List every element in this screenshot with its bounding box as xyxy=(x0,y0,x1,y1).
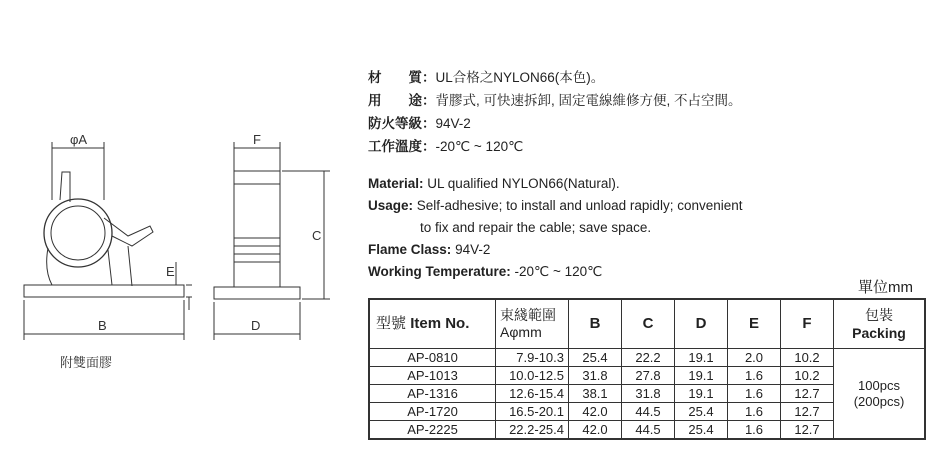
cell-d: 25.4 xyxy=(675,421,728,440)
cell-f: 10.2 xyxy=(781,367,834,385)
product-table xyxy=(368,298,926,440)
cell-item: AP-1720 xyxy=(369,403,496,421)
front-ring-inner xyxy=(51,206,105,260)
header-d: D xyxy=(675,299,728,349)
spec-zh-temp: 工作溫度：-20℃ ~ 120℃ xyxy=(368,139,524,154)
table-header-row xyxy=(369,299,925,349)
header-c: C xyxy=(622,299,675,349)
cell-e: 1.6 xyxy=(728,367,781,385)
cell-f: 12.7 xyxy=(781,385,834,403)
header-e: E xyxy=(728,299,781,349)
cell-c: 44.5 xyxy=(622,403,675,421)
cell-b: 31.8 xyxy=(569,367,622,385)
cell-d: 19.1 xyxy=(675,349,728,367)
cell-f: 12.7 xyxy=(781,403,834,421)
label-b: B xyxy=(98,318,107,333)
cell-c: 44.5 xyxy=(622,421,675,440)
cell-range: 16.5-20.1 xyxy=(496,403,569,421)
side-body xyxy=(234,171,280,287)
label-e: E xyxy=(166,264,175,279)
cell-range: 12.6-15.4 xyxy=(496,385,569,403)
spec-en-temp: Working Temperature: -20℃ ~ 120℃ xyxy=(368,264,603,279)
spec-zh-flame: 防火等級：94V-2 xyxy=(368,116,471,131)
cell-item: AP-0810 xyxy=(369,349,496,367)
spec-zh-usage: 用 途：背膠式, 可快速拆卸, 固定電線維修方便, 不占空間。 xyxy=(368,93,742,108)
side-base-plate xyxy=(214,287,300,299)
spec-en-usage: Usage: Self-adhesive; to install and unload rapidly; convenient xyxy=(368,198,743,213)
cell-b: 42.0 xyxy=(569,421,622,440)
cell-range: 10.0-12.5 xyxy=(496,367,569,385)
cell-d: 19.1 xyxy=(675,385,728,403)
spec-en-usage-cont: to fix and repair the cable; save space. xyxy=(420,220,652,235)
header-item-no: 型號 Item No. xyxy=(369,299,496,349)
cell-e: 1.6 xyxy=(728,403,781,421)
cell-d: 19.1 xyxy=(675,367,728,385)
front-base-plate xyxy=(24,285,184,297)
label-f: F xyxy=(253,132,261,147)
drawing-caption: 附雙面膠 xyxy=(60,356,113,371)
front-ring xyxy=(44,199,112,267)
label-c: C xyxy=(312,228,322,243)
cell-item: AP-1013 xyxy=(369,367,496,385)
table-row xyxy=(369,349,925,367)
cell-f: 12.7 xyxy=(781,421,834,440)
cell-d: 25.4 xyxy=(675,403,728,421)
header-packing: 包裝 Packing xyxy=(834,299,926,349)
technical-drawing xyxy=(0,0,360,380)
spec-zh-material: 材 質：UL合格之NYLON66(本色)。 xyxy=(368,70,605,85)
header-b: B xyxy=(569,299,622,349)
cell-b: 25.4 xyxy=(569,349,622,367)
header-binding-range: 束綫範圍 Aφmm xyxy=(496,299,569,349)
cell-c: 31.8 xyxy=(622,385,675,403)
header-f: F xyxy=(781,299,834,349)
cell-e: 2.0 xyxy=(728,349,781,367)
cell-e: 1.6 xyxy=(728,421,781,440)
cell-c: 22.2 xyxy=(622,349,675,367)
cell-b: 42.0 xyxy=(569,403,622,421)
cell-item: AP-2225 xyxy=(369,421,496,440)
cell-c: 27.8 xyxy=(622,367,675,385)
cell-e: 1.6 xyxy=(728,385,781,403)
cell-range: 7.9-10.3 xyxy=(496,349,569,367)
label-d: D xyxy=(251,318,261,333)
spec-en-flame: Flame Class: 94V-2 xyxy=(368,242,491,257)
cell-range: 22.2-25.4 xyxy=(496,421,569,440)
label-phi-a: φA xyxy=(70,132,88,147)
spec-en-material: Material: UL qualified NYLON66(Natural). xyxy=(368,176,620,191)
cell-b: 38.1 xyxy=(569,385,622,403)
cell-packing: 100pcs (200pcs) xyxy=(834,349,926,440)
unit-label: 單位mm xyxy=(858,279,913,296)
cell-f: 10.2 xyxy=(781,349,834,367)
cell-item: AP-1316 xyxy=(369,385,496,403)
